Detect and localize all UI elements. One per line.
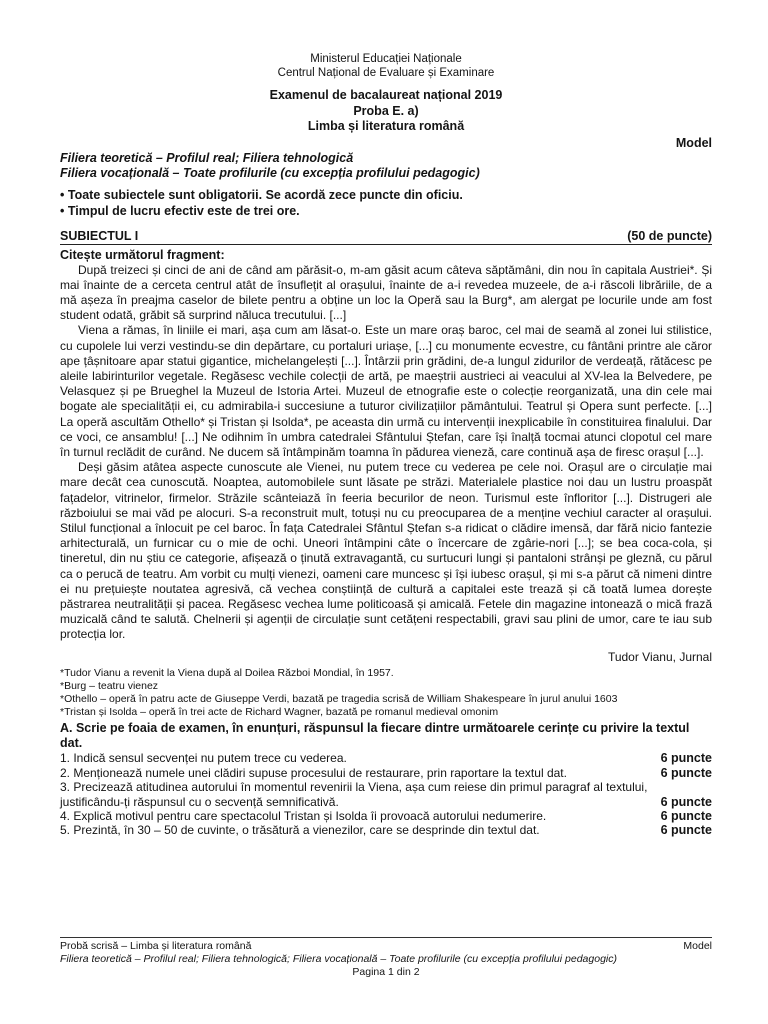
task-list bbox=[60, 751, 712, 837]
exam-proba: Proba E. a) bbox=[353, 103, 419, 118]
footer-model-label: Model bbox=[683, 940, 712, 952]
footnote: *Othello – operă în patru acte de Giuseppe Verdi, bazată pe tragedia scrisă de William Shakespeare în jurul anului 1603 bbox=[60, 692, 618, 705]
exam-rules bbox=[60, 187, 712, 219]
task-a-heading: A. Scrie pe foaia de examen, în enunțuri, răspunsul la fiecare dintre următoarele cerințe cu privire la textul dat. bbox=[60, 721, 690, 751]
task-item bbox=[60, 809, 712, 823]
task-item bbox=[60, 751, 712, 765]
footnote: *Tudor Vianu a revenit la Viena după al Doilea Război Mondial, în 1957. bbox=[60, 666, 394, 679]
institution-header bbox=[60, 52, 712, 80]
footer-exam-name: Probă scrisă – Limba și literatura română bbox=[60, 940, 252, 952]
task-item bbox=[60, 780, 712, 809]
task-text: 5. Prezintă, în 30 – 50 de cuvinte, o trăsătură a vienezilor, care se desprinde din textul dat. bbox=[60, 823, 540, 838]
task-item bbox=[60, 766, 712, 780]
rule-item: • Toate subiectele sunt obligatorii. Se acordă zece puncte din oficiu. bbox=[60, 187, 712, 203]
subject-heading bbox=[60, 229, 712, 245]
footer-filiera: Filiera teoretică – Profilul real; Filiera tehnologică; Filiera vocațională – Toate profilurile (cu excepția profilului pedagogic) bbox=[60, 953, 617, 965]
filiera-line-1: Filiera teoretică – Profilul real; Filiera tehnologică bbox=[60, 150, 354, 165]
task-points: 6 puncte bbox=[660, 809, 712, 824]
task-points: 6 puncte bbox=[660, 794, 712, 809]
rule-item: • Timpul de lucru efectiv este de trei ore. bbox=[60, 203, 712, 219]
exam-subject: Limba și literatura română bbox=[307, 119, 465, 133]
filiera-block bbox=[60, 151, 712, 181]
task-text: 2. Menționează numele unei clădiri supuse procesului de restaurare, prin raportare la textul dat. bbox=[60, 765, 567, 780]
exam-page bbox=[60, 52, 712, 838]
text-fragment bbox=[60, 263, 712, 643]
reading-instruction: Citește următorul fragment: bbox=[60, 247, 225, 262]
task-points: 6 puncte bbox=[660, 823, 712, 838]
page-number: Pagina 1 din 2 bbox=[352, 966, 420, 978]
footnote: *Tristan și Isolda – operă în trei acte de Richard Wagner, bazată pe romanul medieval omonim bbox=[60, 706, 499, 719]
filiera-line-2: Filiera vocațională – Toate profilurile (cu excepția profilului pedagogic) bbox=[60, 165, 480, 180]
fragment-source: Tudor Vianu, Jurnal bbox=[607, 649, 712, 664]
fragment-paragraph: Deși găsim atâtea aspecte cunoscute ale Vienei, nu putem trece cu vederea pe cele noi. Orașul are o circulație mai mare decât cea cunoscută. Noaptea, automobilele sunt lăsate pe străzi. Materialele plastice noi dau un lustru proaspăt fațadelor, vitrinelor, firmelor. Străzile scânteiază în feeria becurilor de neon. Turismul este înfloritor [...]. Distrugeri ale războiului se mai văd pe alocuri. S-a reconstruit mult, totuși nu cu preocuparea de a menține vechiul caracter al orașului. Stilul funcțional a înlocuit pe cel baroc. În fața Catedralei Sfântul Ștefan s-a ridicat o clădire imensă, dar fără nicio fantezie arhitecturală, un furnicar cu o mie de ochi. Uneori întâmpini câte o încercare de zgârie-nori [...]; se bea coca-cola, și tineretul, din nu știu ce categorie, afișează o ținută extravagantă, cu surtucuri lungi și pantaloni strânși pe gleznă, cu părul ca o perucă de teatru. Am vorbit cu mulți vienezi, oameni care muncesc și își iubesc orașul, și mi s-a părut că nimeni dintre ei nu prețuiește noutatea agresivă, că vechea conștiință de cultură a capitalei este trează și că toată lumea dorește păstrarea neutralității și pacea. Regăsesc vechea lume politicoasă și amicală. Fetele din magazine intonează o mică frază muzicală când te salută. Chelnerii și agenții de circulație sunt cetățeni respectabili, gravi sau plini de umor, care te iau sub protecția lor. bbox=[60, 460, 712, 642]
footnotes bbox=[60, 667, 712, 720]
footer-row bbox=[60, 940, 712, 953]
task-text: 4. Explică motivul pentru care spectacolul Tristan și Isolda îi provoacă autorului nedumerire. bbox=[60, 809, 547, 824]
exam-title: Examenul de bacalaureat național 2019 bbox=[269, 88, 503, 102]
subject-points: (50 de puncte) bbox=[627, 228, 712, 243]
task-text: 3. Precizează atitudinea autorului în momentul revenirii la Viena, așa cum reiese din primul paragraf al textului, justificându-ți răspunsul cu o secvență semnificativă. bbox=[60, 780, 648, 809]
footnote: *Burg – teatru vienez bbox=[60, 679, 159, 692]
ministry-name: Ministerul Educației Naționale bbox=[310, 53, 462, 65]
task-points: 6 puncte bbox=[660, 751, 712, 766]
model-label: Model bbox=[675, 135, 712, 150]
subject-title: SUBIECTUL I bbox=[60, 228, 139, 243]
evaluation-center-name: Centrul Național de Evaluare și Examinare bbox=[277, 67, 495, 79]
exam-title-block bbox=[60, 88, 712, 135]
fragment-paragraph: Viena a rămas, în liniile ei mari, așa cum am lăsat-o. Este un mare oraș baroc, cel mai de seamă al zonei lui stilistice, cu cupolele lui verzi vestindu-se din depărtare, cu portaluri uriașe, [...] cu monumente ecvestre, cu fântâni printre ale căror ape țâșnitoare apar statui gigantice, michelangelești [...]. Întârzii prin grădini, de-a lungul zidurilor de verdeață, rătăcesc pe aleile labirinturilor vegetale. Regăsesc vechile colecții de artă, pe maeștrii austrieci ai veacului al XV-lea la Belvedere, pe Velasquez și pe Brueghel la Muzeul de Istoria Artei. Muzeul de etnografie este o colecție reorganizată, una din cele mai bogate ale specialității ei, cu admirabila-i succesiune a tuturor civilizațiilor pământului. Teatrul și Opera sunt perfecte. [...] La operă ascultăm Othello* și Tristan și Isolda*, pe aceasta din urmă cu intervenții inexplicabile în constituirea finalului. Dar ce voci, ce ansamblu! [...] Ne odihnim în umbra catedralei Sfântului Ștefan, care își înalță tocmai atunci clopotul cel mare în turnul reclădit de curând. Ne ducem să întâmpinăm toamna în pădurea vieneză, care continuă așa de firesc orașul [...]. bbox=[60, 323, 712, 459]
page-footer bbox=[60, 937, 712, 979]
task-item bbox=[60, 823, 712, 837]
task-text: 1. Indică sensul secvenței nu putem trece cu vederea. bbox=[60, 751, 347, 766]
task-points: 6 puncte bbox=[660, 765, 712, 780]
fragment-paragraph: După treizeci și cinci de ani de când am părăsit-o, m-am găsit acum câteva săptămâni, din nou în capitala Austriei*. Și mai înainte de a cerceta centrul atât de însuflețit al orașului, înainte de a-i revedea muzeele, de a-i răscoli librăriile, de a mă așeza în preajma caselor de bilete pentru a obține un loc la Operă sau la Burg*, am alergat pe locurile unde am fost student odată, grăbit să surprind năluca trecutului. [...] bbox=[60, 262, 712, 323]
